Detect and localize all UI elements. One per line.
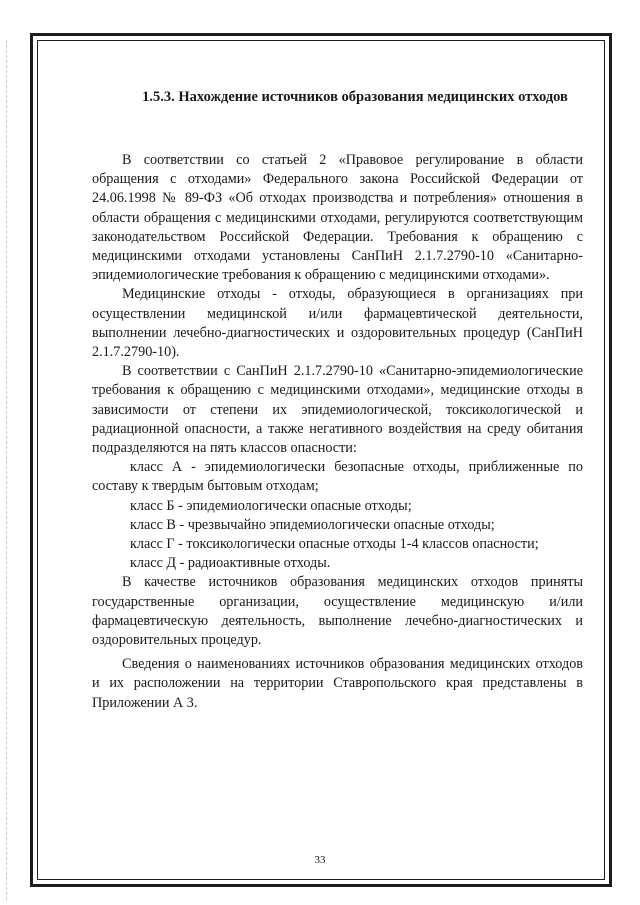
scan-margin-line xyxy=(6,40,7,900)
paragraph-definition: Медицинские отходы - отходы, образующиеся в организациях при осуществлении медицинской и/или фармацевтической деятельности, выполнении лечебно-диагностических и оздоровительных процедур (СанПиН 2.1.7.2790-10). xyxy=(92,286,583,361)
hazard-class-v: класс В - чрезвычайно эпидемиологически опасные отходы; xyxy=(130,516,495,533)
hazard-class-g: класс Г - токсикологически опасные отходы 1-4 классов опасности; xyxy=(130,536,539,553)
section-heading: 1.5.3. Нахождение источников образования медицинских отходов xyxy=(142,89,568,105)
paragraph-sources: В качестве источников образования медицинских отходов приняты государственные организации, осуществление медицинскую и/или фармацевтическую деятельность, выполнение лечебно-диагностических и оздоровительных процедур. xyxy=(92,574,583,649)
hazard-class-d: класс Д - радиоактивные отходы. xyxy=(130,555,331,572)
document-body xyxy=(92,151,583,713)
paragraph-appendix-reference: Сведения о наименованиях источников образования медицинских отходов и их расположении на территории Ставропольского края представлены в Приложении А 3. xyxy=(92,656,583,711)
paragraph-legal-basis: В соответствии со статьей 2 «Правовое регулирование в области обращения с отходами» Федерального закона Российской Федерации от 24.06.1998 № 89-ФЗ «Об отходах производства и потребления» отношения в области обращения с медицинскими отходами, регулируются соответствующим законодательством Российской Федерации. Требования к обращению с медицинскими отходами установлены СанПиН 2.1.7.2790-10 «Санитарно-эпидемиологические требования к обращению с медицинскими отходами». xyxy=(92,152,583,284)
hazard-class-b: класс Б - эпидемиологически опасные отходы; xyxy=(130,497,412,514)
paragraph-classification: В соответствии с СанПиН 2.1.7.2790-10 «Санитарно-эпидемиологические требования к обращению с медицинскими отходами», медицинские отходы в зависимости от степени их эпидемиологической, токсикологической и радиационной опасности, а также негативного воздействия на среду обитания подразделяются на пять классов опасности: xyxy=(92,363,583,457)
page-number: 33 xyxy=(314,854,326,866)
hazard-class-a: класс А - эпидемиологически безопасные отходы, приближенные по составу к твердым бытовым отходам; xyxy=(92,459,583,495)
